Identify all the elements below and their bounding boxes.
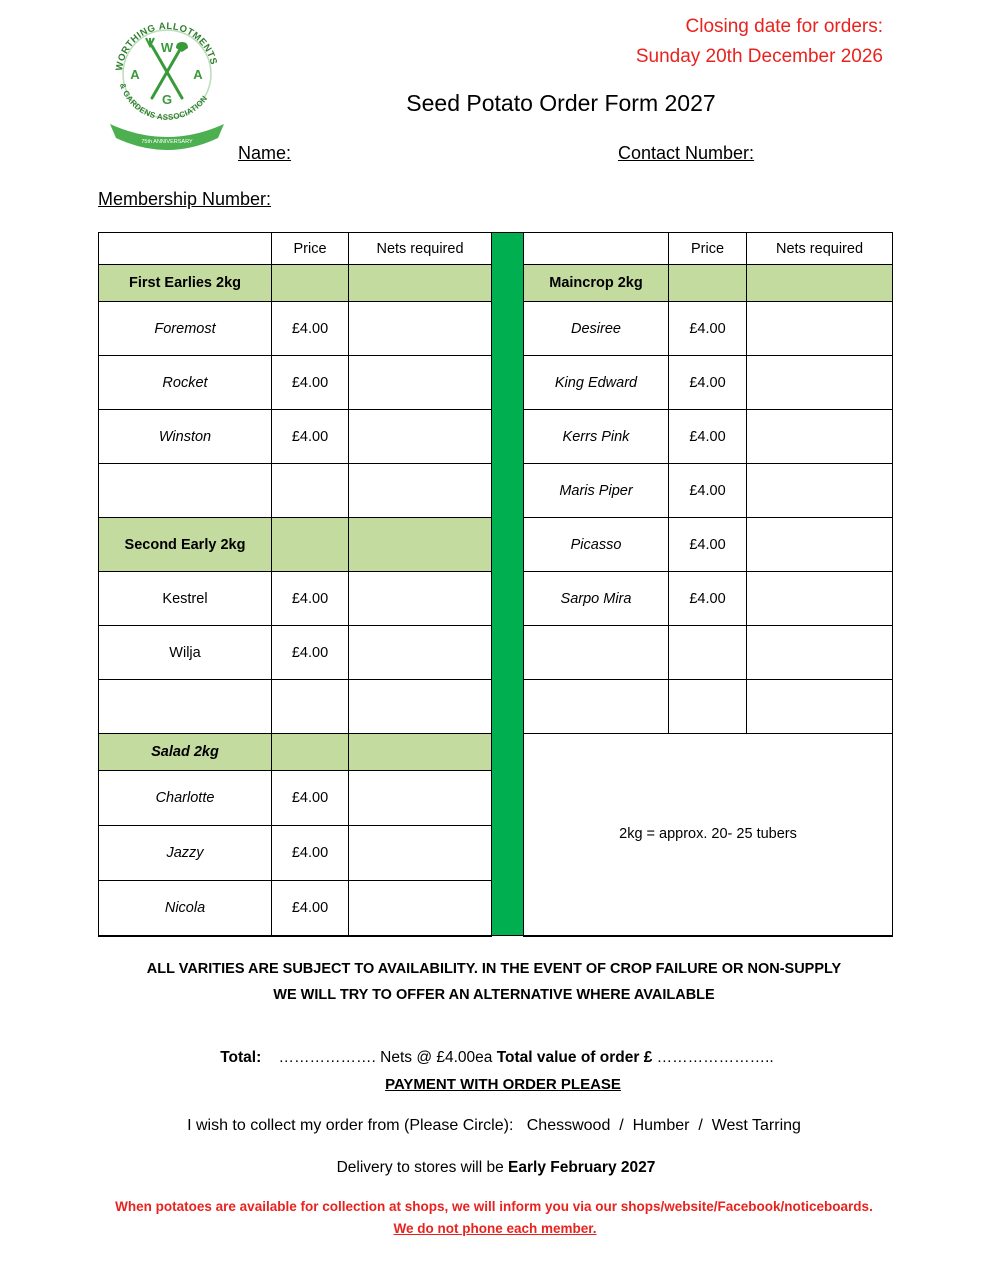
empty-cell (524, 626, 669, 680)
variety-name: Winston (99, 410, 272, 464)
variety-name: King Edward (524, 356, 669, 410)
logo-ribbon-text: 75th ANNIVERSARY (141, 139, 193, 145)
nets-input-cell[interactable] (747, 464, 893, 518)
logo-ribbon-years: 1948 - 2023 (150, 132, 184, 138)
payment-notice: PAYMENT WITH ORDER PLEASE (385, 1076, 621, 1093)
contact-number-field-label: Contact Number: (618, 143, 755, 163)
tuber-note: 2kg = approx. 20- 25 tubers (524, 734, 893, 936)
closing-date (636, 12, 883, 72)
variety-name: Kestrel (99, 572, 272, 626)
logo-arc-text: WORTHING ALLOTMENTS (113, 20, 220, 72)
variety-name: Rocket (99, 356, 272, 410)
variety-price: £4.00 (272, 302, 349, 356)
variety-price: £4.00 (669, 410, 747, 464)
nets-input-cell[interactable] (349, 826, 492, 881)
total-nets-blank[interactable]: ………………. (278, 1049, 376, 1066)
logo-lower-arc-text: & GARDENS ASSOCIATION (117, 81, 210, 122)
logo-letter-a1: A (130, 67, 140, 82)
nets-input-cell[interactable] (349, 771, 492, 826)
category-fill (272, 734, 349, 771)
variety-price: £4.00 (669, 302, 747, 356)
empty-cell (272, 680, 349, 734)
nets-price-text: Nets @ £4.00ea (380, 1049, 493, 1066)
empty-cell (747, 680, 893, 734)
nets-input-cell[interactable] (349, 410, 492, 464)
nets-input-cell[interactable] (747, 356, 893, 410)
empty-cell (747, 626, 893, 680)
category-fill (272, 518, 349, 572)
notice-line2: WE WILL TRY TO OFFER AN ALTERNATIVE WHERE AVAILABLE (273, 987, 715, 1003)
variety-price: £4.00 (272, 771, 349, 826)
variety-name: Picasso (524, 518, 669, 572)
header-price-right: Price (669, 233, 747, 265)
variety-price: £4.00 (669, 464, 747, 518)
empty-cell (99, 464, 272, 518)
header-cell-blank-left (99, 233, 272, 265)
order-table (98, 232, 893, 937)
total-value-blank[interactable]: ………………….. (656, 1049, 774, 1066)
header-nets-right: Nets required (747, 233, 893, 265)
nets-input-cell[interactable] (747, 518, 893, 572)
header-cell-blank-right (524, 233, 669, 265)
category-fill (747, 265, 893, 302)
variety-name: Kerrs Pink (524, 410, 669, 464)
name-field-label: Name: (238, 143, 292, 163)
no-phone-notice: We do not phone each member. (393, 1221, 597, 1236)
category-fill (349, 734, 492, 771)
category-fill (349, 265, 492, 302)
category-maincrop: Maincrop 2kg (524, 265, 669, 302)
variety-price: £4.00 (669, 356, 747, 410)
membership-number-field-label: Membership Number: (98, 189, 272, 209)
logo-letter-w: W (160, 40, 174, 55)
logo-letter-a2: A (193, 67, 203, 82)
variety-price: £4.00 (669, 572, 747, 626)
nets-input-cell[interactable] (747, 410, 893, 464)
variety-name: Foremost (99, 302, 272, 356)
table-header-row (99, 233, 893, 265)
header-nets-left: Nets required (349, 233, 492, 265)
variety-name: Sarpo Mira (524, 572, 669, 626)
nets-input-cell[interactable] (349, 356, 492, 410)
collection-info: When potatoes are available for collection at shops, we will inform you via our shops/website/Facebook/noticeboards. (115, 1199, 873, 1214)
variety-name: Charlotte (99, 771, 272, 826)
delivery-prefix: Delivery to stores will be (336, 1159, 504, 1176)
collection-options[interactable]: Chesswood / Humber / West Tarring (526, 1117, 801, 1134)
variety-name: Nicola (99, 881, 272, 936)
delivery-line (0, 1159, 988, 1177)
waga-logo (106, 12, 228, 152)
availability-notice (0, 956, 988, 1008)
green-divider (492, 233, 524, 936)
category-fill (669, 265, 747, 302)
category-first-earlies: First Earlies 2kg (99, 265, 272, 302)
variety-price: £4.00 (272, 626, 349, 680)
nets-input-cell[interactable] (747, 572, 893, 626)
total-label: Total: (220, 1049, 262, 1066)
notice-line1: ALL VARITIES ARE SUBJECT TO AVAILABILITY. IN THE EVENT OF CROP FAILURE OR NON-SUPPLY (146, 961, 842, 977)
variety-price: £4.00 (272, 826, 349, 881)
collection-line (0, 1117, 988, 1135)
category-salad: Salad 2kg (99, 734, 272, 771)
variety-name: Wilja (99, 626, 272, 680)
category-fill (349, 518, 492, 572)
collection-prefix: I wish to collect my order from (Please Circle): (187, 1117, 514, 1134)
closing-date-line1: Closing date for orders: (685, 16, 883, 37)
delivery-date: Early February 2027 (508, 1159, 656, 1176)
empty-cell (669, 626, 747, 680)
variety-price: £4.00 (272, 410, 349, 464)
nets-input-cell[interactable] (349, 881, 492, 936)
category-second-early: Second Early 2kg (99, 518, 272, 572)
total-value-label: Total value of order £ (496, 1049, 653, 1066)
page-title (0, 90, 988, 117)
variety-price: £4.00 (272, 572, 349, 626)
variety-price: £4.00 (272, 356, 349, 410)
nets-input-cell[interactable] (349, 302, 492, 356)
header-price-left: Price (272, 233, 349, 265)
empty-cell (99, 680, 272, 734)
total-line (0, 1049, 988, 1067)
category-fill (272, 265, 349, 302)
variety-price: £4.00 (669, 518, 747, 572)
page-title-text: Seed Potato Order Form 2027 (406, 90, 716, 116)
nets-input-cell[interactable] (747, 302, 893, 356)
variety-name: Desiree (524, 302, 669, 356)
variety-name: Jazzy (99, 826, 272, 881)
closing-date-line2: Sunday 20th December 2026 (635, 46, 883, 67)
variety-price: £4.00 (272, 881, 349, 936)
logo-letter-g: G (161, 92, 173, 107)
empty-cell (272, 464, 349, 518)
empty-cell (524, 680, 669, 734)
nets-input-cell[interactable] (349, 572, 492, 626)
nets-input-cell[interactable] (349, 626, 492, 680)
empty-cell (349, 680, 492, 734)
variety-name: Maris Piper (524, 464, 669, 518)
empty-cell (349, 464, 492, 518)
empty-cell (669, 680, 747, 734)
